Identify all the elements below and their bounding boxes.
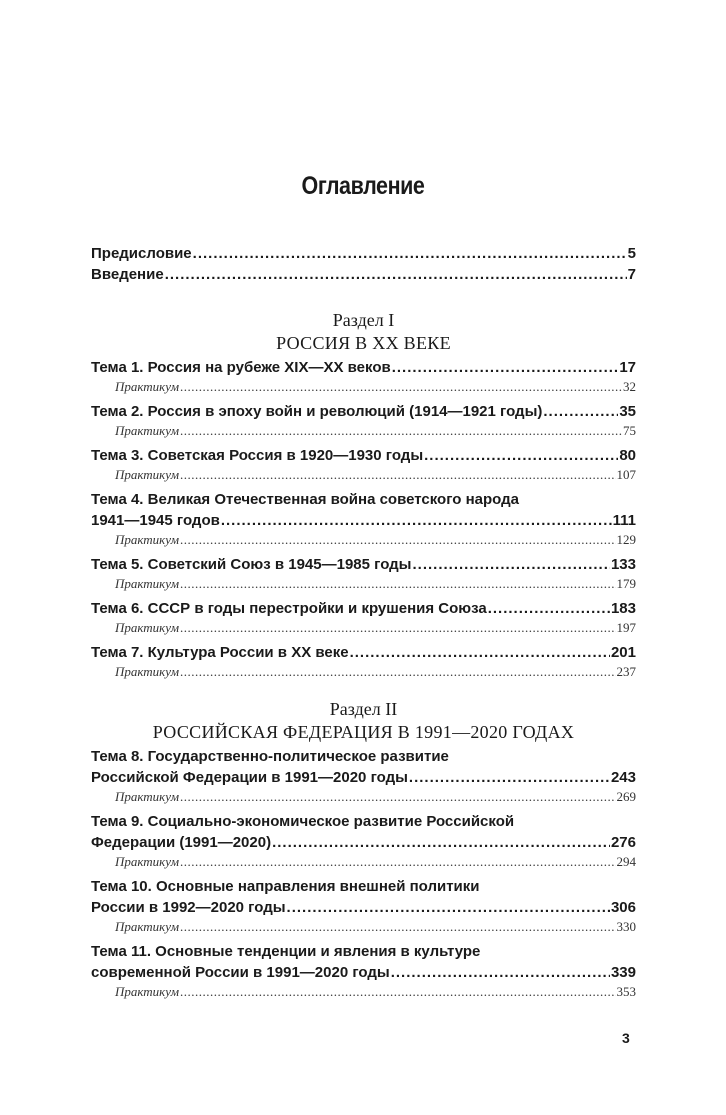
practicum-label: Практикум xyxy=(115,854,180,869)
toc-page-number: 339 xyxy=(610,964,636,981)
toc-topic-title-line1: Тема 10. Основные направления внешней политики xyxy=(91,878,480,895)
toc-topic-title-line1: Тема 4. Великая Отечественная война советского народа xyxy=(91,491,519,508)
toc-practicum[interactable] xyxy=(91,378,636,395)
practicum-label: Практикум xyxy=(115,532,180,547)
toc-page-number: 330 xyxy=(616,919,636,934)
toc-topic-line xyxy=(91,962,636,983)
toc-page-number: 133 xyxy=(610,556,636,573)
toc-topic-line xyxy=(91,357,636,378)
toc-page-number: 294 xyxy=(616,854,636,869)
toc-topic-title: 1941—1945 годов xyxy=(91,512,220,529)
toc-topic-line xyxy=(91,554,636,575)
leader-dots xyxy=(391,962,610,983)
leader-dots xyxy=(180,466,615,483)
toc-entry-preface[interactable] xyxy=(91,243,636,264)
practicum-label: Практикум xyxy=(115,620,180,635)
toc-practicum[interactable] xyxy=(91,983,636,1000)
toc-entry-label: Предисловие xyxy=(91,245,192,262)
toc-page-number: 5 xyxy=(627,245,636,262)
toc-topic-line xyxy=(91,767,636,788)
toc-page-number: 269 xyxy=(616,789,636,804)
practicum-label: Практикум xyxy=(115,664,180,679)
leader-dots xyxy=(180,378,622,395)
leader-dots xyxy=(413,554,610,575)
practicum-label: Практикум xyxy=(115,919,180,934)
toc-page-number: 75 xyxy=(623,423,636,438)
toc-topic[interactable] xyxy=(91,445,636,483)
toc-page-number: 197 xyxy=(616,620,636,635)
leader-dots xyxy=(180,575,615,592)
toc-page-number: 243 xyxy=(610,769,636,786)
toc-topic-title-line1: Тема 11. Основные тенденции и явления в культуре xyxy=(91,943,481,960)
toc-topic-title: Федерации (1991—2020) xyxy=(91,834,272,851)
toc-page-number: 353 xyxy=(616,984,636,999)
toc-practicum[interactable] xyxy=(91,663,636,680)
practicum-label: Практикум xyxy=(115,423,180,438)
toc-practicum[interactable] xyxy=(91,788,636,805)
leader-dots xyxy=(409,767,610,788)
toc-practicum[interactable] xyxy=(91,531,636,548)
toc-topic[interactable] xyxy=(91,401,636,439)
practicum-label: Практикум xyxy=(115,789,180,804)
leader-dots xyxy=(193,243,627,264)
section-topics xyxy=(91,746,636,1000)
leader-dots xyxy=(424,445,618,466)
toc-page-number: 32 xyxy=(623,379,636,394)
toc-topic[interactable] xyxy=(91,598,636,636)
toc-topic-title: Российской Федерации в 1991—2020 годы xyxy=(91,769,408,786)
toc-topic[interactable] xyxy=(91,941,636,1000)
table-of-contents xyxy=(91,243,636,1006)
leader-dots xyxy=(165,264,627,285)
toc-page-number: 7 xyxy=(627,266,636,283)
page-number: 3 xyxy=(622,1030,630,1046)
practicum-label: Практикум xyxy=(115,984,180,999)
toc-page-number: 17 xyxy=(619,359,636,376)
toc-practicum[interactable] xyxy=(91,575,636,592)
toc-page-number: 35 xyxy=(619,403,636,420)
toc-entry-introduction[interactable] xyxy=(91,264,636,285)
toc-topic-line xyxy=(91,445,636,466)
toc-topic-line xyxy=(91,897,636,918)
toc-topic-line xyxy=(91,510,636,531)
leader-dots xyxy=(180,788,615,805)
toc-topic-title-line1: Тема 8. Государственно-политическое развитие xyxy=(91,748,449,765)
toc-topic[interactable] xyxy=(91,489,636,548)
toc-front-matter xyxy=(91,243,636,285)
section-heading xyxy=(91,309,636,355)
toc-topic-title: Тема 6. СССР в годы перестройки и крушения Союза xyxy=(91,600,487,617)
toc-topic[interactable] xyxy=(91,876,636,935)
practicum-label: Практикум xyxy=(115,576,180,591)
toc-page-number: 129 xyxy=(616,532,636,547)
section-topics xyxy=(91,357,636,680)
toc-practicum[interactable] xyxy=(91,619,636,636)
section-title: РОССИЯ В XX ВЕКЕ xyxy=(276,333,451,353)
toc-page-number: 183 xyxy=(610,600,636,617)
leader-dots xyxy=(392,357,619,378)
toc-page-number: 107 xyxy=(616,467,636,482)
page-title: Оглавление xyxy=(301,172,425,200)
leader-dots xyxy=(180,531,615,548)
toc-topic-title: России в 1992—2020 годы xyxy=(91,899,286,916)
leader-dots xyxy=(287,897,610,918)
leader-dots xyxy=(180,663,615,680)
toc-topic-title-line1: Тема 9. Социально-экономическое развитие Российской xyxy=(91,813,515,830)
toc-topic-title: Тема 1. Россия на рубеже XIX—XX веков xyxy=(91,359,391,376)
toc-page-number: 276 xyxy=(610,834,636,851)
toc-topic-title: Тема 7. Культура России в XX веке xyxy=(91,644,349,661)
toc-practicum[interactable] xyxy=(91,466,636,483)
leader-dots xyxy=(180,853,615,870)
toc-topic[interactable] xyxy=(91,746,636,805)
leader-dots xyxy=(488,598,610,619)
toc-practicum[interactable] xyxy=(91,853,636,870)
toc-topic[interactable] xyxy=(91,642,636,680)
toc-topic-title: Тема 5. Советский Союз в 1945—1985 годы xyxy=(91,556,412,573)
toc-topic-line xyxy=(91,642,636,663)
toc-topic[interactable] xyxy=(91,554,636,592)
toc-page-number: 237 xyxy=(616,664,636,679)
leader-dots xyxy=(180,422,622,439)
leader-dots xyxy=(221,510,612,531)
leader-dots xyxy=(543,401,618,422)
toc-topic-line xyxy=(91,832,636,853)
leader-dots xyxy=(180,619,615,636)
toc-practicum[interactable] xyxy=(91,422,636,439)
section-heading xyxy=(91,698,636,744)
leader-dots xyxy=(180,918,615,935)
toc-page-number: 201 xyxy=(610,644,636,661)
section-label: Раздел II xyxy=(329,699,398,719)
toc-topic-title: современной России в 1991—2020 годы xyxy=(91,964,390,981)
toc-topic-title: Тема 2. Россия в эпоху войн и революций (1914—1921 годы) xyxy=(91,403,543,420)
toc-topic[interactable] xyxy=(91,811,636,870)
toc-page-number: 111 xyxy=(612,512,636,529)
leader-dots xyxy=(180,983,615,1000)
toc-page-number: 80 xyxy=(619,447,636,464)
toc-page-number: 179 xyxy=(616,576,636,591)
leader-dots xyxy=(350,642,610,663)
toc-topic-line xyxy=(91,401,636,422)
practicum-label: Практикум xyxy=(115,467,180,482)
toc-entry-label: Введение xyxy=(91,266,164,283)
toc-practicum[interactable] xyxy=(91,918,636,935)
practicum-label: Практикум xyxy=(115,379,180,394)
toc-topic[interactable] xyxy=(91,357,636,395)
section-title: РОССИЙСКАЯ ФЕДЕРАЦИЯ В 1991—2020 ГОДАХ xyxy=(152,722,575,742)
section-label: Раздел I xyxy=(332,310,395,330)
toc-topic-line xyxy=(91,598,636,619)
toc-topic-title: Тема 3. Советская Россия в 1920—1930 годы xyxy=(91,447,424,464)
toc-page-number: 306 xyxy=(610,899,636,916)
leader-dots xyxy=(272,832,610,853)
